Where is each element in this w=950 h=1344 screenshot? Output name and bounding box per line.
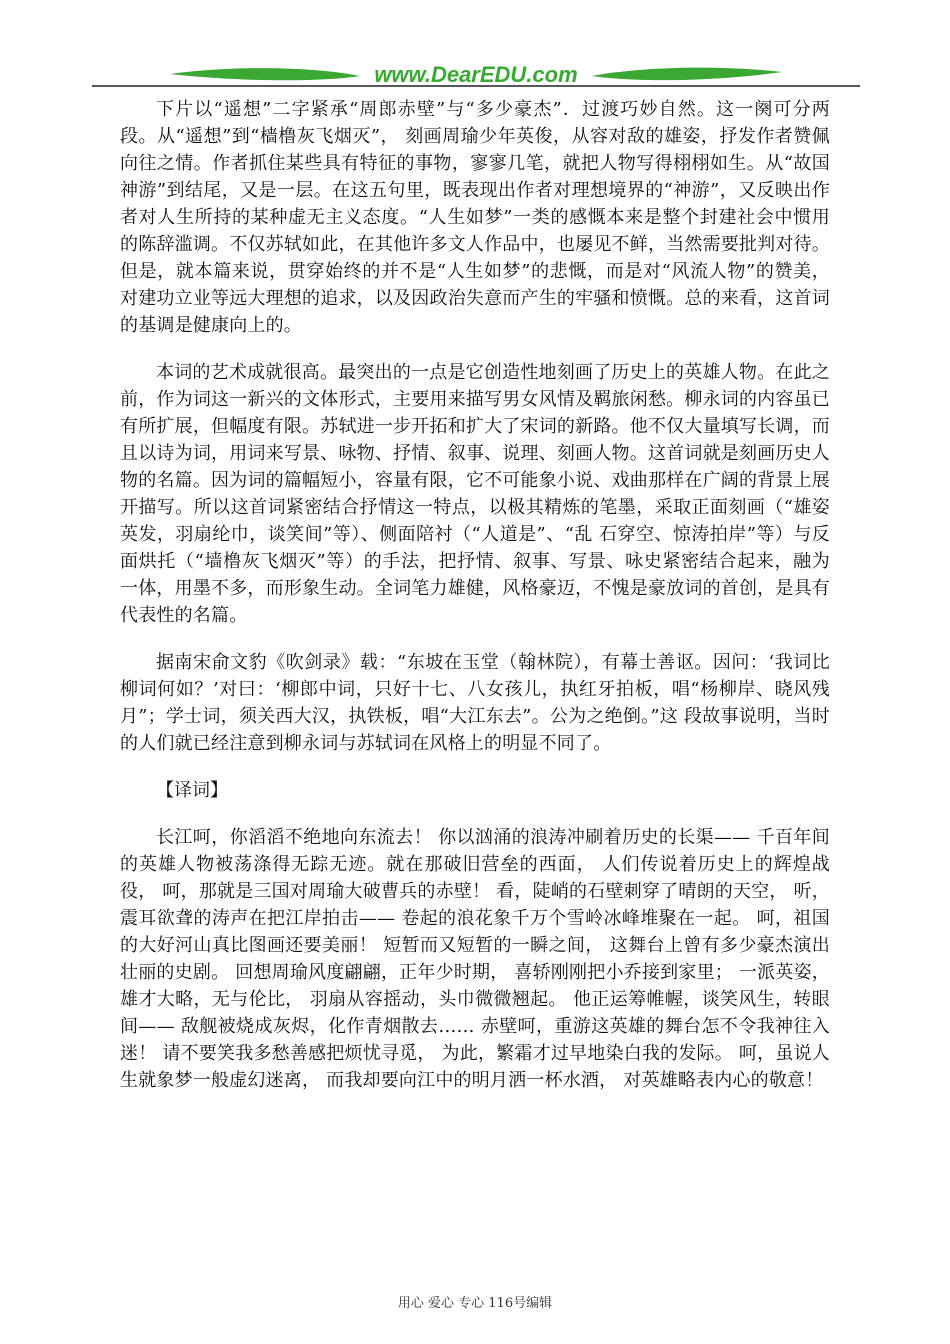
logo-text[interactable]: www.DearEDU.com: [374, 62, 578, 87]
paragraph-chuijianlu: 据南宋俞文豹《吹剑录》载：“东坡在玉堂（翰林院），有幕士善讴。因问：‘我词比柳词何如？’对曰：‘柳郎中词，只好十七、八女孩儿，执红牙拍板，唱“杨柳岸、晓风残月”；学士词，须关西大汉，执铁板，唱“大江东去”。公为之绝倒。”这 段故事说明，当时的人们就已经注意到柳永词与苏轼词在风格上的明显不同了。: [120, 652, 830, 754]
paragraph-xia-pian: 下片以“遥想”二字紧承“周郎赤壁”与“多少豪杰”．过渡巧妙自然。这一阕可分两段。从“遥想”到“樯橹灰飞烟灭”， 刻画周瑜少年英俊，从容对敌的雄姿，抒发作者赞佩向往之情。作者抓住某些具有特征的事物，寥寥几笔，就把人物写得栩栩如生。从“故国神游”到结尾，又是一层。在这五句里，既表现出作者对理想境界的“神游”，又反映出作者对人生所持的某种虚无主义态度。“人生如梦”一类的感慨本来是整个封建社会中惯用的陈辞滥调。不仅苏轼如此，在其他许多文人作品中，也屡见不鲜，当然需要批判对待。但是，就本篇来说，贯穿始终的并不是“人生如梦”的悲慨，而是对“风流人物”的赞美，对建功立业等远大理想的追求，以及因政治失意而产生的牢骚和愤慨。总的来看，这首词的基调是健康向上的。: [120, 99, 830, 336]
paragraph-art-achievement: 本词的艺术成就很高。最突出的一点是它创造性地刻画了历史上的英雄人物。在此之前，作为词这一新兴的文体形式，主要用来描写男女风情及羁旅闲愁。柳永词的内容虽已有所扩展，但幅度有限。苏轼进一步开拓和扩大了宋词的新路。他不仅大量填写长调，而且以诗为词，用词来写景、咏物、抒情、叙事、说理、刻画人物。这首词就是刻画历史人物的名篇。因为词的篇幅短小，容量有限，它不可能象小说、戏曲那样在广阔的背景上展开描写。所以这首词紧密结合抒情这一特点，以极其精炼的笔墨，采取正面刻画（“雄姿英发，羽扇纶巾，谈笑间”等）、侧面陪衬（“人道是”、“乱 石穿空、惊涛拍岸”等）与反面烘托（“墙橹灰飞烟灭”等）的手法，把抒情、叙事、写景、咏史紧密结合起来，融为一体，用墨不多，而形象生动。全词笔力雄健，风格豪迈，不愧是豪放词的首创，是具有代表性的名篇。: [120, 362, 830, 626]
page-footer: 用心 爱心 专心 116号编辑: [397, 1296, 553, 1311]
site-header: [92, 60, 860, 92]
header-logo-banner: [92, 60, 860, 92]
section-heading: 【译词】: [156, 780, 228, 801]
article-body: [120, 96, 830, 1094]
left-swoosh-icon: [170, 68, 360, 80]
right-swoosh-icon: [592, 68, 782, 80]
paragraph-translation: 长江呵，你滔滔不绝地向东流去！ 你以汹涌的浪涛冲刷着历史的长渠—— 千百年间的英雄人物被荡涤得无踪无迹。就在那破旧营垒的西面， 人们传说着历史上的辉煌战役， 呵，那就是三国对周瑜大破曹兵的赤壁！ 看，陡峭的石壁刺穿了晴朗的天空， 听，震耳欲聋的涛声在把江岸拍击—— 卷起的浪花象千万个雪岭冰峰堆聚在一起。 呵，祖国的大好河山真比图画还要美丽！ 短暂而又短暂的一瞬之间， 这舞台上曾有多少豪杰演出壮丽的史剧。 回想周瑜风度翩翩，正年少时期， 喜轿刚刚把小乔接到家里； 一派英姿，雄才大略，无与伦比， 羽扇从容摇动，头巾微微翘起。 他正运筹帷幄，谈笑风生，转眼间—— 敌舰被烧成灰烬，化作青烟散去…… 赤壁呵，重游这英雄的舞台怎不令我神往入迷！ 请不要笑我多愁善感把烦忧寻觅， 为此，繁霜才过早地染白我的发际。 呵，虽说人生就象梦一般虚幻迷离， 而我却要向江中的明月洒一杯水酒， 对英雄略表内心的敬意！: [120, 827, 830, 1091]
